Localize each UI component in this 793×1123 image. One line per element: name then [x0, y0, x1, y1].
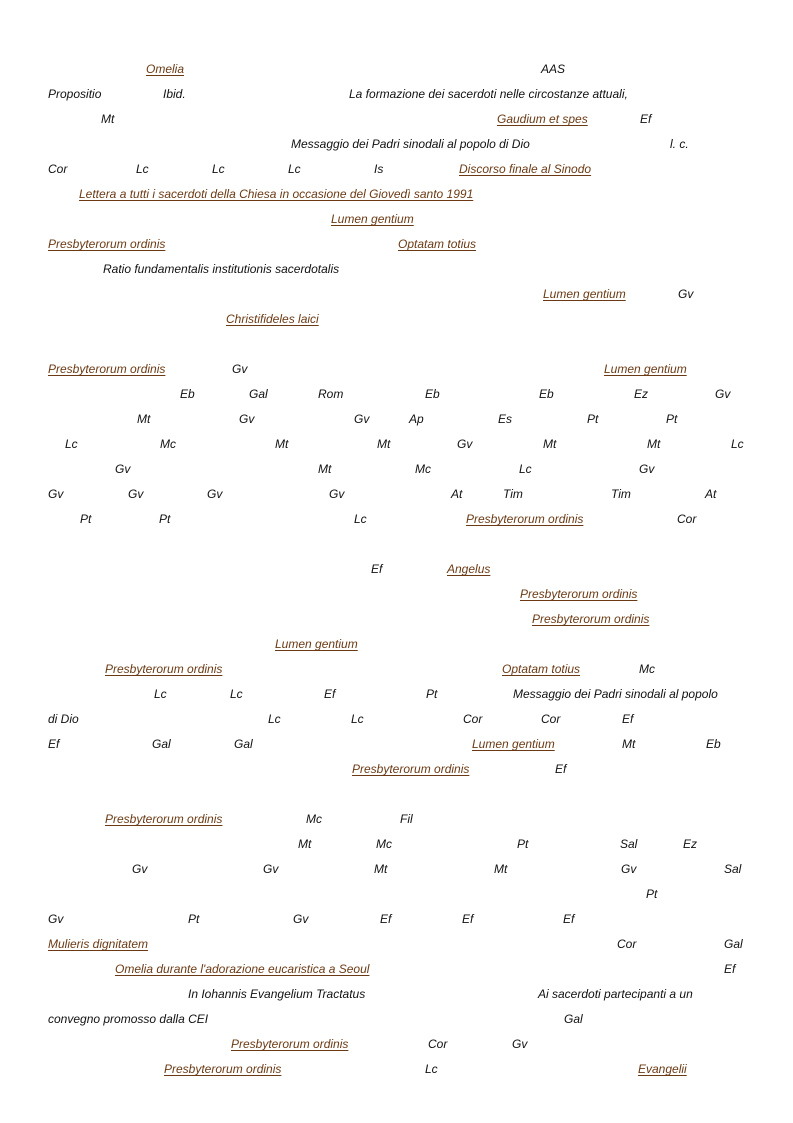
text-line	[0, 160, 793, 178]
reference-text: Ef	[462, 912, 474, 926]
reference-text: Lc	[288, 162, 301, 176]
reference-link[interactable]: Presbyterorum ordinis	[231, 1037, 349, 1051]
reference-text: Mc	[415, 462, 431, 476]
reference-text: Ef	[324, 687, 336, 701]
reference-text: Lc	[354, 512, 367, 526]
text-line	[0, 385, 793, 403]
reference-text: Mt	[318, 462, 332, 476]
reference-text: Lc	[230, 687, 243, 701]
reference-text: Mt	[622, 737, 636, 751]
text-line	[0, 610, 793, 628]
reference-text: Gv	[207, 487, 223, 501]
reference-text: Gv	[132, 862, 148, 876]
reference-link[interactable]: Mulieris dignitatem	[48, 937, 149, 951]
reference-text: Eb	[180, 387, 195, 401]
text-line	[0, 185, 793, 203]
reference-text: Eb	[539, 387, 554, 401]
reference-text: Ef	[640, 112, 652, 126]
reference-text: Pt	[159, 512, 171, 526]
reference-text: Ai sacerdoti partecipanti a un	[538, 987, 693, 1001]
reference-text: Gv	[263, 862, 279, 876]
reference-text: Pt	[426, 687, 438, 701]
text-line	[0, 585, 793, 603]
reference-text: Pt	[80, 512, 92, 526]
reference-text: Gv	[678, 287, 694, 301]
reference-link[interactable]: Lumen gentium	[331, 212, 414, 226]
reference-text: Mc	[160, 437, 176, 451]
reference-text: Gal	[724, 937, 743, 951]
reference-link[interactable]: Presbyterorum ordinis	[105, 812, 223, 826]
reference-text: Cor	[677, 512, 697, 526]
text-line	[0, 135, 793, 153]
reference-text: Mt	[101, 112, 115, 126]
reference-text: Ap	[409, 412, 424, 426]
reference-text: Gv	[715, 387, 731, 401]
reference-link[interactable]: Presbyterorum ordinis	[164, 1062, 282, 1076]
text-line	[0, 660, 793, 678]
text-line	[0, 560, 793, 578]
text-line	[0, 835, 793, 853]
reference-text: Eb	[425, 387, 440, 401]
reference-text: Mt	[298, 837, 312, 851]
reference-text: Lc	[425, 1062, 438, 1076]
reference-text: In Iohannis Evangelium Tractatus	[188, 987, 366, 1001]
text-line	[0, 1010, 793, 1028]
reference-text: Ef	[380, 912, 392, 926]
reference-link[interactable]: Angelus	[447, 562, 491, 576]
reference-text: Gv	[128, 487, 144, 501]
reference-text: Fil	[400, 812, 413, 826]
text-line	[0, 910, 793, 928]
reference-text: Cor	[617, 937, 637, 951]
reference-text: Ef	[371, 562, 383, 576]
reference-text: Messaggio dei Padri sinodali al popolo di Dio	[291, 137, 530, 151]
reference-text: l. c.	[670, 137, 689, 151]
text-line	[0, 310, 793, 328]
reference-text: Rom	[318, 387, 344, 401]
reference-text: Gv	[239, 412, 255, 426]
reference-text: At	[705, 487, 717, 501]
text-line	[0, 210, 793, 228]
reference-text: Propositio	[48, 87, 102, 101]
reference-text: Mc	[306, 812, 322, 826]
text-line	[0, 410, 793, 428]
reference-text: Mt	[543, 437, 557, 451]
reference-text: Pt	[646, 887, 658, 901]
text-line	[0, 435, 793, 453]
reference-text: Gv	[293, 912, 309, 926]
reference-text: Sal	[724, 862, 742, 876]
text-line	[0, 60, 793, 78]
reference-text: Cor	[48, 162, 68, 176]
reference-text: Gal	[234, 737, 253, 751]
reference-text: Pt	[587, 412, 599, 426]
reference-text: Gal	[564, 1012, 583, 1026]
reference-text: La formazione dei sacerdoti nelle circostanze attuali,	[349, 87, 628, 101]
text-line	[0, 710, 793, 728]
reference-text: Pt	[666, 412, 678, 426]
text-line	[0, 360, 793, 378]
reference-text: Ef	[555, 762, 567, 776]
text-line	[0, 635, 793, 653]
reference-text: Pt	[517, 837, 529, 851]
reference-text: Mt	[275, 437, 289, 451]
reference-text: Cor	[541, 712, 561, 726]
reference-text: Gv	[329, 487, 345, 501]
reference-text: Gv	[232, 362, 248, 376]
reference-text: convegno promosso dalla CEI	[48, 1012, 209, 1026]
reference-text: Sal	[620, 837, 638, 851]
reference-link[interactable]: Discorso finale al Sinodo	[459, 162, 592, 176]
text-line	[0, 935, 793, 953]
reference-text: Mt	[647, 437, 661, 451]
reference-link[interactable]: Presbyterorum ordinis	[352, 762, 470, 776]
reference-text: Gv	[48, 487, 64, 501]
reference-text: Lc	[268, 712, 281, 726]
reference-text: Mc	[639, 662, 655, 676]
reference-text: Gv	[512, 1037, 528, 1051]
reference-text: Is	[374, 162, 384, 176]
reference-link[interactable]: Lumen gentium	[604, 362, 687, 376]
reference-link[interactable]: Presbyterorum ordinis	[520, 587, 638, 601]
text-line	[0, 485, 793, 503]
reference-link[interactable]: Evangelii	[638, 1062, 687, 1076]
reference-text: Gv	[639, 462, 655, 476]
reference-text: Ez	[683, 837, 698, 851]
reference-text: di Dio	[48, 712, 79, 726]
text-line	[0, 1035, 793, 1053]
reference-link[interactable]: Lumen gentium	[472, 737, 555, 751]
text-line	[0, 235, 793, 253]
reference-text: Lc	[136, 162, 149, 176]
reference-link[interactable]: Omelia	[146, 62, 185, 76]
reference-text: Lc	[351, 712, 364, 726]
reference-text: Lc	[65, 437, 78, 451]
text-line	[0, 985, 793, 1003]
reference-text: Lc	[731, 437, 744, 451]
reference-text: Ef	[622, 712, 634, 726]
reference-text: Gv	[621, 862, 637, 876]
text-line	[0, 810, 793, 828]
text-line	[0, 760, 793, 778]
reference-text: Eb	[706, 737, 721, 751]
reference-link[interactable]: Presbyterorum ordinis	[105, 662, 223, 676]
reference-link[interactable]: Optatam totius	[502, 662, 581, 676]
reference-link[interactable]: Presbyterorum ordinis	[532, 612, 650, 626]
reference-text: Ez	[634, 387, 649, 401]
text-line	[0, 285, 793, 303]
reference-text: Gal	[249, 387, 268, 401]
text-line	[0, 460, 793, 478]
reference-text: Cor	[463, 712, 483, 726]
reference-text: Tim	[611, 487, 631, 501]
reference-text: Messaggio dei Padri sinodali al popolo	[513, 687, 718, 701]
reference-text: Pt	[188, 912, 200, 926]
reference-text: Cor	[428, 1037, 448, 1051]
reference-text: Gal	[152, 737, 171, 751]
reference-link[interactable]: Presbyterorum ordinis	[48, 362, 166, 376]
text-line	[0, 960, 793, 978]
reference-link[interactable]: Gaudium et spes	[497, 112, 588, 126]
reference-text: Mt	[377, 437, 391, 451]
text-line	[0, 860, 793, 878]
reference-text: Lc	[519, 462, 532, 476]
reference-link[interactable]: Lettera a tutti i sacerdoti della Chiesa in occasione del Giovedì santo 1991	[79, 187, 474, 201]
reference-text: Ratio fundamentalis institutionis sacerdotalis	[103, 262, 340, 276]
reference-text: Ef	[48, 737, 60, 751]
reference-text: Es	[498, 412, 513, 426]
text-line	[0, 1060, 793, 1078]
text-line	[0, 510, 793, 528]
reference-text: Tim	[503, 487, 523, 501]
reference-link[interactable]: Optatam totius	[398, 237, 477, 251]
reference-text: Mt	[137, 412, 151, 426]
reference-text: Gv	[457, 437, 473, 451]
reference-link[interactable]: Omelia durante l'adorazione eucaristica a Seoul	[115, 962, 370, 976]
reference-link[interactable]: Lumen gentium	[543, 287, 626, 301]
reference-text: Gv	[115, 462, 131, 476]
reference-text: Gv	[354, 412, 370, 426]
reference-link[interactable]: Presbyterorum ordinis	[466, 512, 584, 526]
reference-text: At	[451, 487, 463, 501]
reference-text: Ef	[724, 962, 736, 976]
reference-link[interactable]: Presbyterorum ordinis	[48, 237, 166, 251]
text-line	[0, 685, 793, 703]
reference-text: Lc	[154, 687, 167, 701]
reference-text: Mc	[376, 837, 392, 851]
text-line	[0, 885, 793, 903]
text-line	[0, 260, 793, 278]
reference-text: Gv	[48, 912, 64, 926]
reference-link[interactable]: Lumen gentium	[275, 637, 358, 651]
reference-text: Mt	[374, 862, 388, 876]
text-line	[0, 110, 793, 128]
reference-text: Lc	[212, 162, 225, 176]
reference-text: Ibid.	[163, 87, 186, 101]
text-line	[0, 85, 793, 103]
reference-text: Mt	[494, 862, 508, 876]
reference-link[interactable]: Christifideles laici	[226, 312, 319, 326]
text-line	[0, 735, 793, 753]
reference-text: AAS	[541, 62, 566, 76]
reference-text: Ef	[563, 912, 575, 926]
